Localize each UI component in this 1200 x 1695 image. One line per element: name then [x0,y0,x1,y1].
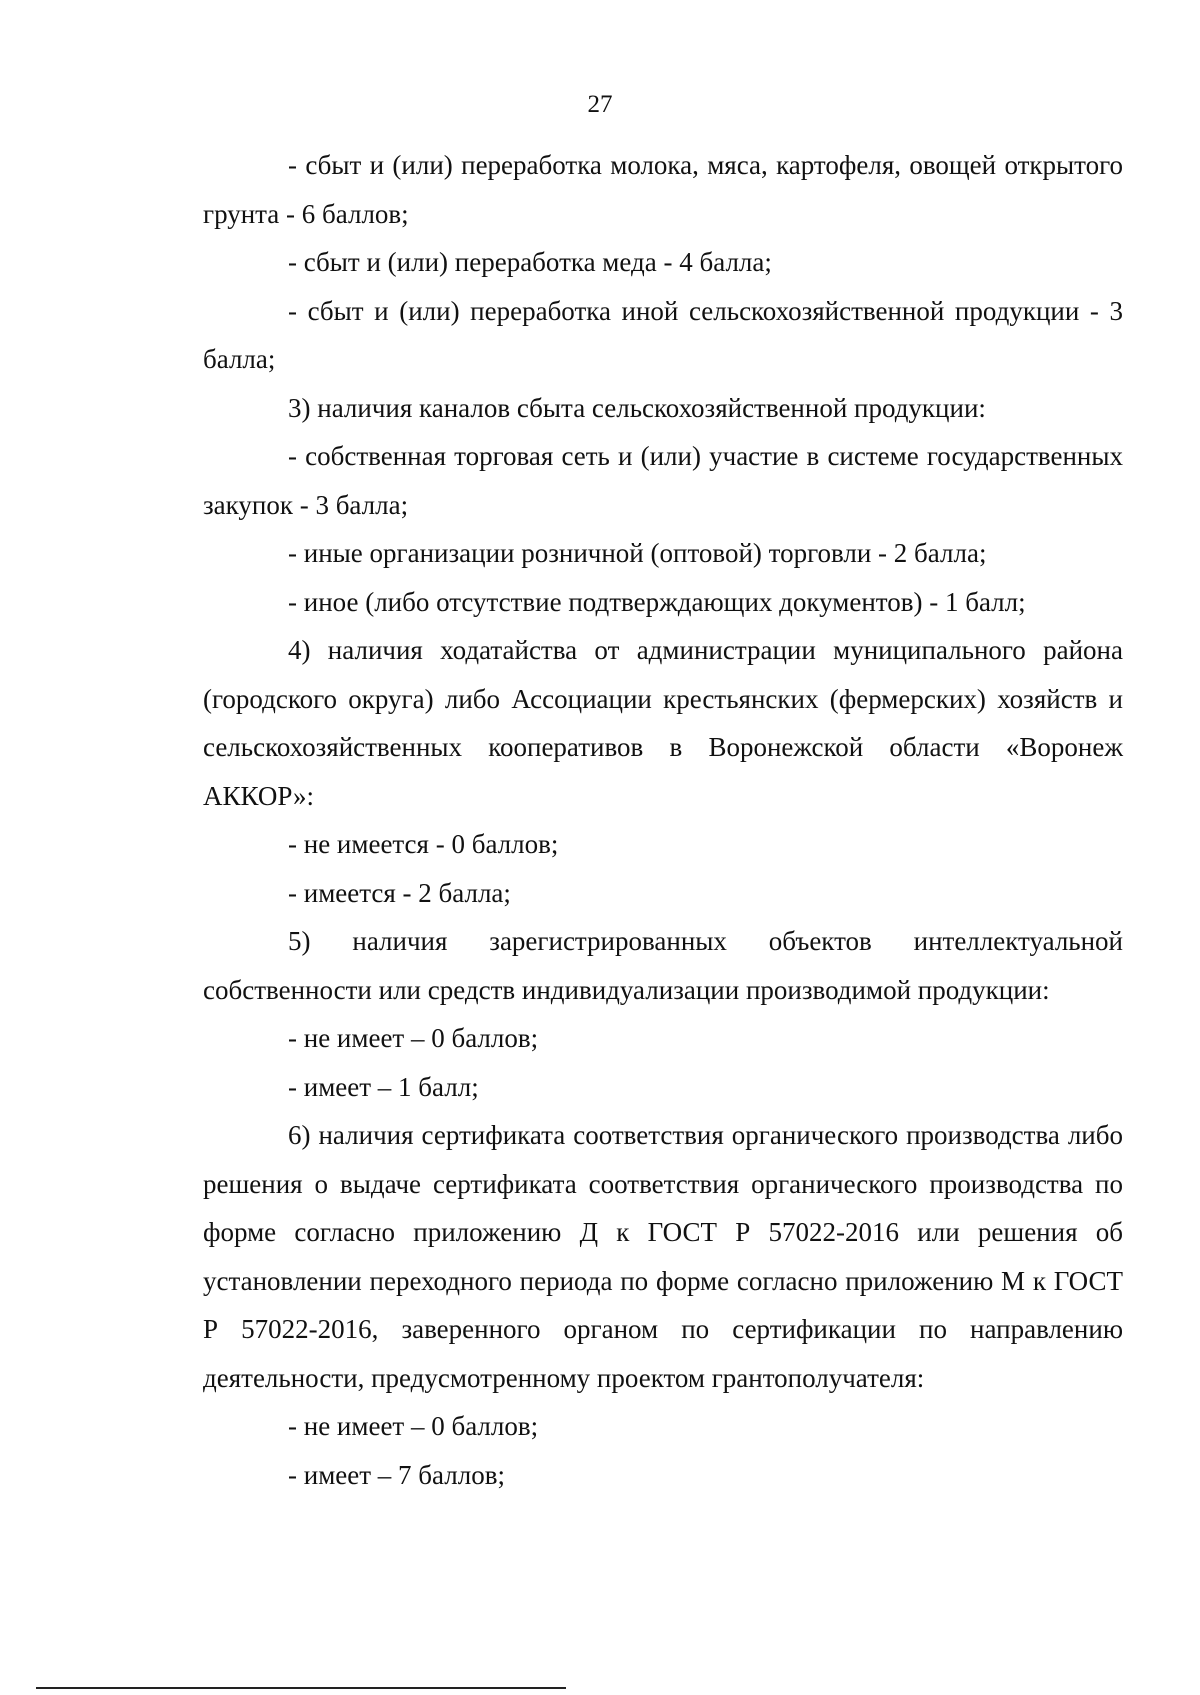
paragraph-sales-other-products: - сбыт и (или) переработка иной сельскохозяйственной продукции - 3 балла; [203,295,1123,374]
paragraph-certificate-exists: - имеет – 7 баллов; [288,1459,505,1490]
bottom-rule [36,1687,566,1689]
paragraph-sales-milk-meat: - сбыт и (или) переработка молока, мяса, картофеля, овощей открытого грунта - 6 баллов; [203,150,1123,229]
paragraph-ip-none: - не имеет – 0 баллов; [288,1023,539,1053]
paragraph-petition-none: - не имеется - 0 баллов; [288,829,559,859]
paragraph-item-5-heading: 5) наличия зарегистрированных объектов интеллектуальной собственности или средств индивидуализации производимой продукции: [203,926,1123,1005]
paragraph-certificate-none: - не имеет – 0 баллов; [288,1411,539,1441]
paragraph-other-retail: - иные организации розничной (оптовой) торговли - 2 балла; [288,538,987,568]
paragraph-item-6-heading: 6) наличия сертификата соответствия органического производства либо решения о выдаче сертификата соответствия органического производства по форме согласно приложению Д к ГОСТ Р 57022-2016 или решения об установлении переходного периода по форме согласно приложению М к ГОСТ Р 57022-2016, заверенного органом по сертификации по направлению деятельности, предусмотренному проектом грантополучателя: [203,1120,1123,1393]
paragraph-petition-exists: - имеется - 2 балла; [288,877,511,908]
paragraph-ip-exists: - имеет – 1 балл; [288,1071,479,1102]
page-number: 27 [587,91,613,118]
paragraph-own-trade-network: - собственная торговая сеть и (или) участие в системе государственных закупок - 3 балла; [203,441,1123,520]
paragraph-item-3-heading: 3) наличия каналов сбыта сельскохозяйственной продукции: [288,392,986,423]
body-text [203,141,1123,1499]
paragraph-sales-honey: - сбыт и (или) переработка меда - 4 балла; [288,247,772,277]
paragraph-other-no-documents: - иное (либо отсутствие подтверждающих документов) - 1 балл; [288,586,1026,617]
paragraph-item-4-heading: 4) наличия ходатайства от администрации муниципального района (городского округа) либо Ассоциации крестьянских (фермерских) хозяйств и сельскохозяйственных кооперативов в Воронежской области «Воронеж АККОР»: [203,635,1123,811]
